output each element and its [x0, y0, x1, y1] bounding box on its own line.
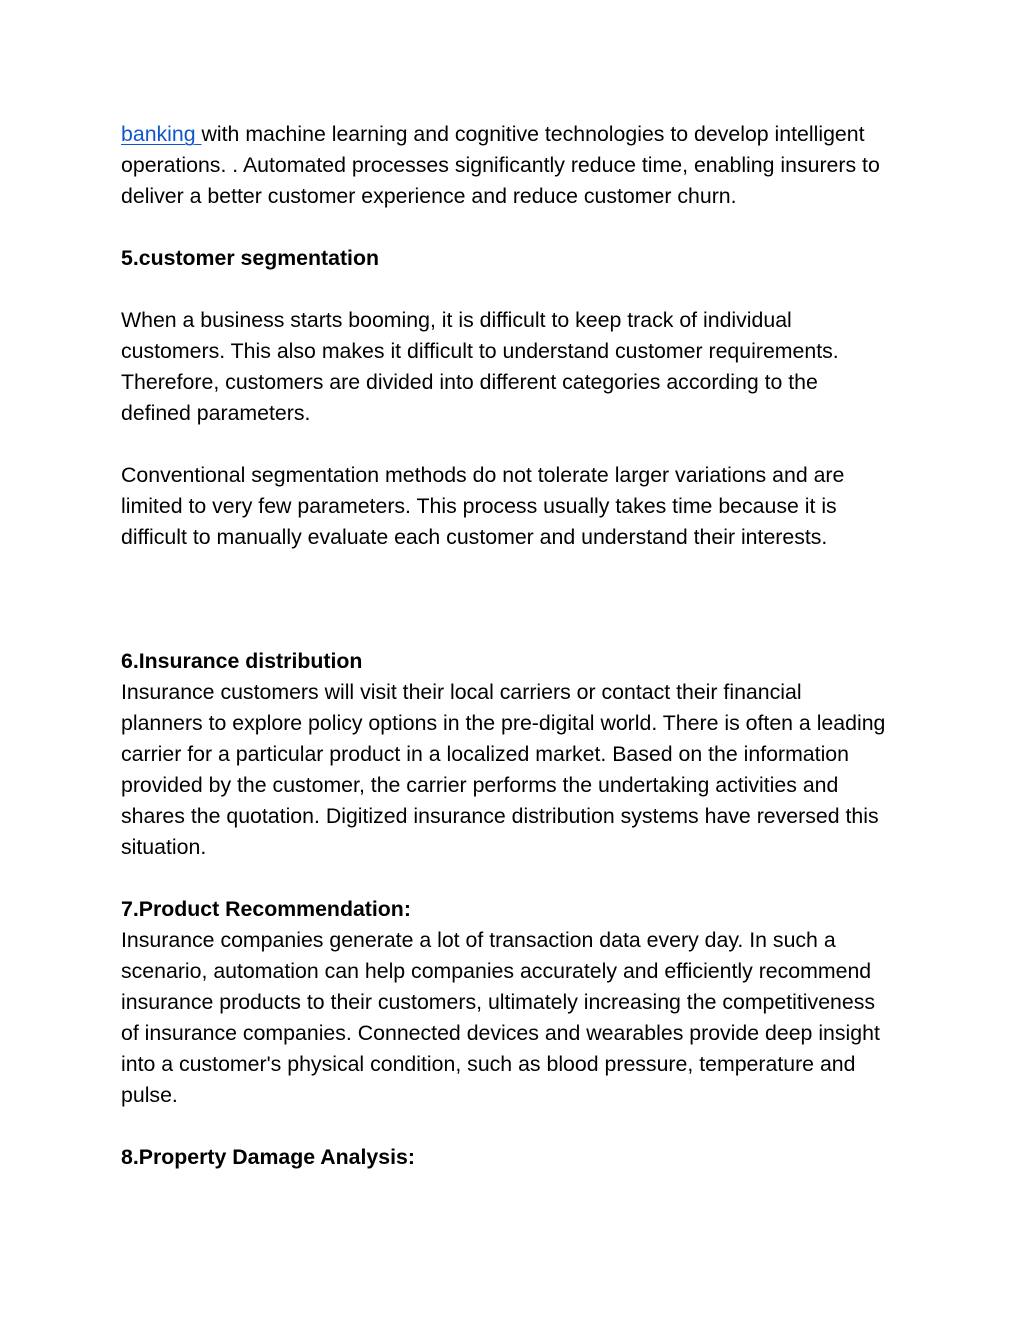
section-5-paragraph-1 — [121, 305, 981, 429]
intro-line-1-text: with machine learning and cognitive technologies to develop intelligent — [201, 122, 865, 146]
paragraph-line: scenario, automation can help companies accurately and efficiently recommend — [121, 959, 872, 983]
section-6 — [121, 646, 981, 863]
section-7-heading: 7.Product Recommendation: — [121, 897, 411, 921]
paragraph-line: difficult to manually evaluate each customer and understand their interests. — [121, 525, 828, 549]
paragraph-line: pulse. — [121, 1083, 178, 1107]
section-7 — [121, 894, 981, 1111]
intro-line-3: deliver a better customer experience and reduce customer churn. — [121, 184, 737, 208]
section-8-heading: 8.Property Damage Analysis: — [121, 1145, 415, 1169]
section-6-heading: 6.Insurance distribution — [121, 649, 363, 673]
paragraph-line: situation. — [121, 835, 207, 859]
paragraph-line: customers. This also makes it difficult to understand customer requirements. — [121, 339, 839, 363]
paragraph-line: carrier for a particular product in a localized market. Based on the information — [121, 742, 849, 766]
paragraph-line: Insurance customers will visit their local carriers or contact their financial — [121, 680, 802, 704]
paragraph-line: limited to very few parameters. This process usually takes time because it is — [121, 494, 837, 518]
section-5-heading: 5.customer segmentation — [121, 246, 379, 270]
paragraph-line: Conventional segmentation methods do not tolerate larger variations and are — [121, 463, 845, 487]
intro-paragraph — [121, 119, 981, 212]
paragraph-line: When a business starts booming, it is difficult to keep track of individual — [121, 308, 792, 332]
paragraph-line: shares the quotation. Digitized insurance distribution systems have reversed this — [121, 804, 879, 828]
paragraph-line: Therefore, customers are divided into different categories according to the — [121, 370, 818, 394]
paragraph-line: defined parameters. — [121, 401, 311, 425]
banking-link[interactable]: banking — [121, 122, 196, 146]
paragraph-line: insurance products to their customers, ultimately increasing the competitiveness — [121, 990, 876, 1014]
paragraph-line: into a customer's physical condition, such as blood pressure, temperature and — [121, 1052, 856, 1076]
paragraph-line: Insurance companies generate a lot of transaction data every day. In such a — [121, 928, 836, 952]
section-5-paragraph-2 — [121, 460, 981, 553]
paragraph-line: provided by the customer, the carrier performs the undertaking activities and — [121, 773, 839, 797]
paragraph-line: of insurance companies. Connected devices and wearables provide deep insight — [121, 1021, 880, 1045]
intro-line-2: operations. . Automated processes significantly reduce time, enabling insurers to — [121, 153, 880, 177]
paragraph-line: planners to explore policy options in the pre-digital world. There is often a leading — [121, 711, 886, 735]
intro-line-1 — [121, 119, 981, 150]
